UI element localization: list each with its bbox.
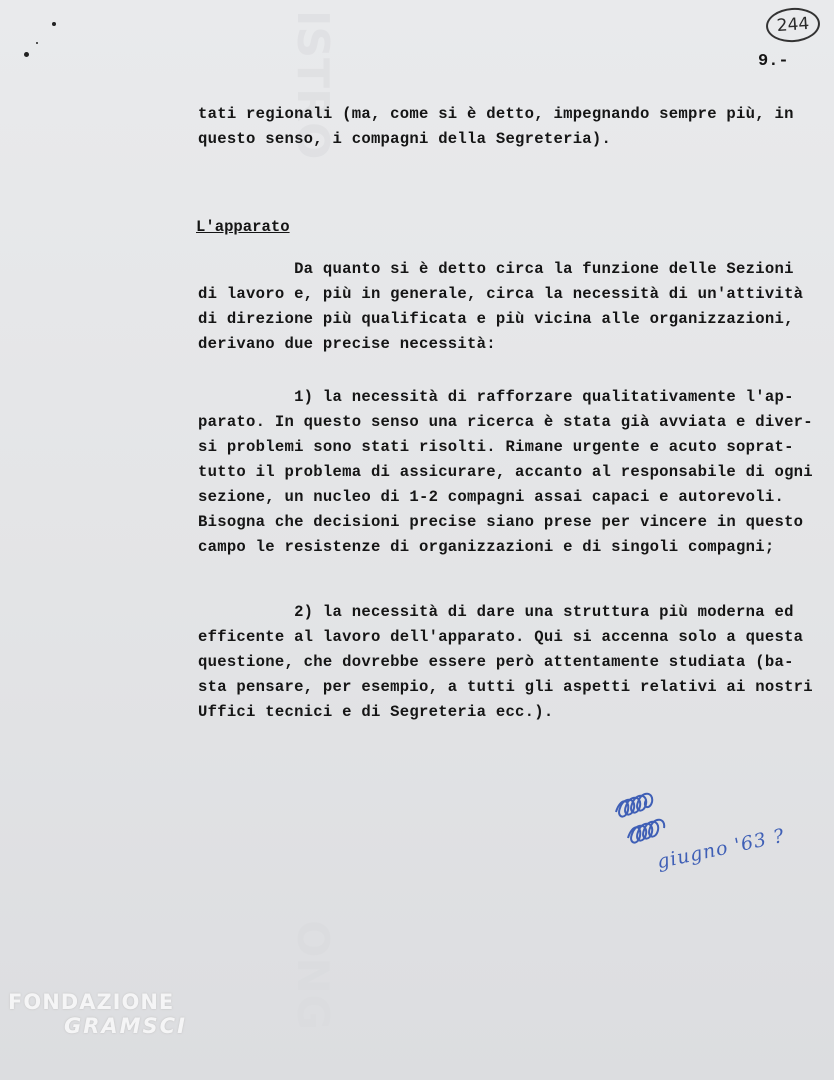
- fondazione-gramsci-watermark: FONDAZIONE GRAMSCI: [8, 990, 187, 1038]
- handwritten-date-note: giugno '63 ?: [655, 824, 787, 874]
- speck: [24, 52, 29, 57]
- vertical-watermark: ISTRO: [287, 10, 338, 160]
- paragraph-2: Da quanto si è detto circa la funzione delle Sezioni di lavoro e, più in generale, circa la necessità di un'attività di direzione più qualificata e più vicina alle organizzazioni, derivano due precise necessità:: [198, 260, 804, 353]
- archive-page-stamp: 244: [765, 6, 821, 44]
- vertical-watermark: ONG: [287, 920, 338, 1031]
- section-heading: L'apparato: [196, 218, 290, 236]
- paragraph-1: tati regionali (ma, come si è detto, impegnando sempre più, in questo senso, i compagni della Segreteria).: [198, 105, 794, 148]
- page-number: 9.-: [758, 52, 789, 71]
- paragraph-4: 2) la necessità di dare una struttura più moderna ed efficente al lavoro dell'apparato. Qui si accenna solo a questa questione, che dovrebbe essere però attentamente studiata (ba- sta pensare, per esempio, a tutti gli aspetti relativi ai nostri Uffici tecnici e di Segreteria ecc.).: [198, 603, 813, 721]
- speck: [36, 42, 38, 44]
- speck: [52, 22, 56, 26]
- paragraph-3: 1) la necessità di rafforzare qualitativamente l'ap- parato. In questo senso una ricerca è stata già avviata e diver- si problemi sono stati risolti. Rimane urgente e acuto soprat- tutto il problema di assicurare, accanto al responsabile di ogni sezione, un nucleo di 1-2 compagni assai capaci e autorevoli. Bisogna che decisioni precise siano prese per vincere in questo campo le resistenze di organizzazioni e di singoli compagni;: [198, 388, 813, 556]
